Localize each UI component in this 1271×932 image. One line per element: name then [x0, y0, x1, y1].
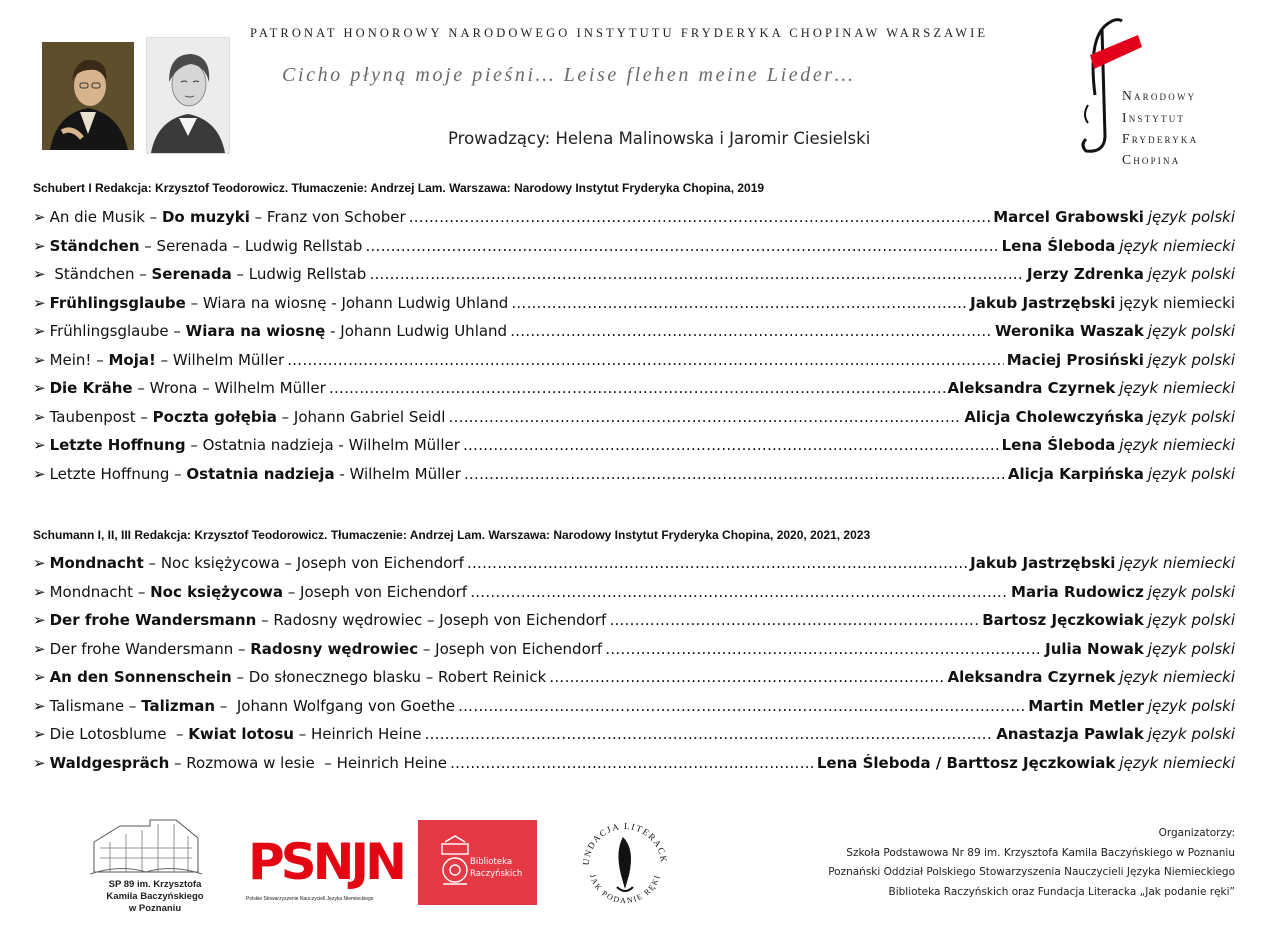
- dot-leader: [463, 436, 999, 454]
- arrow-bullet-icon: ➢: [33, 407, 46, 426]
- song-title: [50, 668, 547, 686]
- performer-name: Alicja Karpińska: [1007, 464, 1144, 483]
- song-row: [33, 465, 1235, 494]
- performance-language: język niemiecki: [1119, 379, 1235, 397]
- song-title-part: – Serenada – Ludwig Rellstab: [139, 236, 363, 255]
- arrow-bullet-icon: ➢: [33, 208, 46, 226]
- fundacja-arc-text-top: UNDACJA LITERACK: [580, 820, 670, 866]
- performer-name: Marcel Grabowski: [993, 208, 1144, 226]
- song-title-part: Taubenpost –: [49, 407, 153, 426]
- biblioteka-raczynskich-logo: [418, 820, 537, 905]
- arrow-bullet-icon: ➢: [33, 668, 46, 686]
- song-title-part: – Johann Gabriel Seidl: [276, 407, 446, 426]
- arrow-bullet-icon: ➢: [33, 236, 46, 255]
- song-row: [33, 408, 1235, 437]
- dot-leader: [448, 408, 961, 426]
- nifc-text-line-1: Narodowy: [1122, 88, 1197, 103]
- song-title: [50, 322, 508, 340]
- dot-leader: [464, 465, 1005, 483]
- performer-name: Weronika Waszak: [994, 322, 1144, 340]
- song-title: [50, 265, 367, 283]
- sp89-caption-line-2: Kamila Baczyńskiego: [106, 891, 204, 902]
- organizer-library-foundation: Biblioteka Raczyńskich oraz Fundacja Literacka „Jak podanie ręki”: [888, 885, 1235, 898]
- performance-language: język polski: [1147, 265, 1235, 283]
- performance-language: język polski: [1147, 350, 1235, 369]
- song-title-part: – Ludwig Rellstab: [231, 265, 367, 283]
- performance-language: język niemiecki: [1119, 236, 1235, 255]
- song-title: [50, 754, 447, 772]
- performer-name: Jakub Jastrzębski: [970, 293, 1116, 312]
- song-title-bold-part: Talizman: [141, 696, 216, 715]
- performance-language: język niemiecki: [1119, 668, 1235, 686]
- song-row: [33, 754, 1235, 783]
- song-title: [50, 611, 607, 629]
- dot-leader: [458, 697, 1025, 715]
- song-title-bold-part: Mondnacht: [49, 554, 144, 572]
- fundacja-literacka-logo: [575, 815, 675, 915]
- song-title-bold-part: Frühlingsglaube: [49, 293, 186, 312]
- song-row: [33, 322, 1235, 351]
- arrow-bullet-icon: ➢: [33, 554, 46, 572]
- performance-language: język polski: [1147, 208, 1235, 226]
- schubert-portrait: [42, 42, 134, 150]
- performance-language: język polski: [1147, 322, 1235, 340]
- performer-name: Jakub Jastrzębski: [970, 554, 1116, 572]
- song-row: [33, 668, 1235, 697]
- song-title-bold-part: Ständchen: [49, 236, 140, 255]
- fundacja-arc-text-bottom: JAK PODANIE RĘKI: [587, 873, 663, 906]
- song-title-part: An die Musik –: [49, 208, 162, 226]
- song-title-part: – Radosny wędrowiec – Joseph von Eichendorf: [256, 611, 607, 629]
- song-title-part: Mein! –: [49, 350, 109, 369]
- performance-language: język polski: [1147, 725, 1235, 743]
- song-row: [33, 697, 1235, 726]
- song-title-bold-part: Radosny wędrowiec: [250, 639, 419, 658]
- performance-language: język niemiecki: [1119, 436, 1235, 454]
- performer-name: Lena Śleboda / Barttosz Jęczkowiak: [816, 753, 1116, 772]
- patronat-heading: PATRONAT HONOROWY NARODOWEGO INSTYTUTU FRYDERYKA CHOPINAW WARSZAWIE: [250, 26, 989, 40]
- arrow-bullet-icon: ➢: [33, 322, 46, 340]
- performance-language: język polski: [1147, 611, 1235, 629]
- performer-name: Maria Rudowicz: [1011, 582, 1144, 601]
- song-title-part: Die Lotosblume –: [49, 725, 189, 743]
- quill-icon: [618, 837, 631, 889]
- song-title: [50, 208, 406, 226]
- song-title-part: – Joseph von Eichendorf: [283, 582, 468, 601]
- song-title: [50, 697, 455, 715]
- song-title: [50, 408, 446, 426]
- song-title-part: – Do słonecznego blasku – Robert Reinick: [231, 668, 547, 686]
- sp89-school-logo: [90, 812, 202, 876]
- organizer-school: Szkoła Podstawowa Nr 89 im. Krzysztofa Kamila Baczyńskiego w Poznaniu: [846, 846, 1235, 859]
- song-title-bold-part: Serenada: [151, 265, 232, 283]
- song-title: [50, 583, 468, 601]
- arrow-bullet-icon: ➢: [33, 753, 46, 772]
- performance-language: język niemiecki: [1119, 293, 1235, 312]
- hosts-line: Prowadzący: Helena Malinowska i Jaromir Ciesielski: [448, 129, 871, 148]
- song-title-bold-part: Kwiat lotosu: [188, 725, 294, 743]
- schumann-section-header: Schumann I, II, III Redakcja: Krzysztof Teodorowicz. Tłumaczenie: Andrzej Lam. Warszawa: Narodowy Instytut Fryderyka Chopina, 2020, 2021, 2023: [33, 528, 871, 542]
- performer-name: Bartosz Jęczkowiak: [982, 611, 1144, 629]
- dot-leader: [369, 265, 1024, 283]
- performer-name: Anastazja Pawlak: [996, 725, 1144, 743]
- song-row: [33, 554, 1235, 583]
- sp89-caption-line-1: SP 89 im. Krzysztofa: [108, 879, 202, 890]
- song-title-bold-part: Waldgespräch: [49, 753, 170, 772]
- song-title-part: Mondnacht –: [49, 582, 151, 601]
- song-title-part: Frühlingsglaube –: [49, 322, 186, 340]
- performer-name: Alicja Cholewczyńska: [964, 407, 1144, 426]
- arrow-bullet-icon: ➢: [33, 379, 46, 397]
- song-title: [50, 725, 422, 743]
- dot-leader: [605, 640, 1042, 658]
- performance-language: język polski: [1147, 464, 1235, 483]
- nifc-text-line-3: Fryderyka: [1122, 131, 1199, 146]
- performer-name: Martin Metler: [1028, 696, 1144, 715]
- arrow-bullet-icon: ➢: [33, 293, 46, 312]
- dot-leader: [609, 611, 979, 629]
- dot-leader: [287, 351, 1004, 369]
- dot-leader: [467, 554, 967, 572]
- performance-language: język polski: [1147, 407, 1235, 426]
- biblioteka-text-line-1: Biblioteka: [470, 857, 513, 867]
- performance-language: język polski: [1147, 696, 1235, 715]
- dot-leader: [510, 322, 992, 340]
- psnjn-logo: [246, 830, 403, 910]
- song-row: [33, 265, 1235, 294]
- song-title: [50, 554, 464, 572]
- performer-name: Aleksandra Czyrnek: [947, 379, 1116, 397]
- arrow-bullet-icon: ➢: [33, 725, 46, 743]
- nifc-logo: [1080, 15, 1230, 165]
- song-title-bold-part: Die Krähe: [49, 379, 133, 397]
- song-title-bold-part: Poczta gołębia: [152, 407, 277, 426]
- psnjn-logo-text: PSNJN: [248, 833, 403, 891]
- performer-name: Jerzy Zdrenka: [1027, 265, 1144, 283]
- song-title-part: Letzte Hoffnung –: [49, 464, 187, 483]
- performer-name: Lena Śleboda: [1001, 436, 1116, 454]
- song-title-part: – Wrona – Wilhelm Müller: [132, 379, 326, 397]
- schumann-portrait: [146, 37, 230, 154]
- song-title-bold-part: Der frohe Wandersmann: [49, 611, 257, 629]
- nifc-text-line-4: Chopina: [1122, 152, 1181, 167]
- organizers-label: Organizatorzy:: [1158, 827, 1235, 839]
- song-title: [50, 640, 603, 658]
- song-row: [33, 725, 1235, 754]
- song-title-part: – Heinrich Heine: [293, 725, 422, 743]
- song-title: [50, 351, 285, 369]
- song-title-part: – Franz von Schober: [249, 208, 406, 226]
- performance-language: język niemiecki: [1119, 753, 1235, 772]
- dot-leader: [329, 379, 945, 397]
- song-title-bold-part: An den Sonnenschein: [49, 668, 232, 686]
- song-title-bold-part: Moja!: [108, 350, 156, 369]
- arrow-bullet-icon: ➢: [33, 436, 46, 454]
- song-title: [50, 237, 363, 255]
- dot-leader: [549, 668, 944, 686]
- song-title-part: – Johann Wolfgang von Goethe: [215, 696, 456, 715]
- sp89-caption-line-3: w Poznaniu: [128, 903, 182, 914]
- organizer-psnjn: Poznański Oddział Polskiego Stowarzyszenia Nauczycieli Języka Niemieckiego: [828, 866, 1235, 878]
- song-title: [50, 379, 326, 397]
- dot-leader: [424, 725, 993, 743]
- song-title-bold-part: Do muzyki: [161, 208, 250, 226]
- song-row: [33, 237, 1235, 266]
- psnjn-caption: Polskie Stowarzyszenie Nauczycieli Języka Niemieckiego: [246, 896, 374, 902]
- song-row: [33, 583, 1235, 612]
- arrow-bullet-icon: ➢: [33, 350, 46, 369]
- dot-leader: [511, 294, 967, 312]
- song-title-bold-part: Ostatnia nadzieja: [186, 464, 335, 483]
- song-row: [33, 208, 1235, 237]
- song-title-part: – Noc księżycowa – Joseph von Eichendorf: [143, 554, 464, 572]
- song-title: [50, 465, 461, 483]
- performance-language: język polski: [1147, 639, 1235, 658]
- song-title-bold-part: Letzte Hoffnung: [49, 436, 186, 454]
- song-title-part: Ständchen –: [49, 265, 152, 283]
- song-title-bold-part: Noc księżycowa: [150, 582, 283, 601]
- song-row: [33, 379, 1235, 408]
- schubert-section-header: Schubert I Redakcja: Krzysztof Teodorowicz. Tłumaczenie: Andrzej Lam. Warszawa: Narodowy Instytut Fryderyka Chopina, 2019: [33, 181, 765, 195]
- song-title-part: Der frohe Wandersmann –: [49, 639, 251, 658]
- song-title-part: – Wiara na wiosnę - Johann Ludwig Uhland: [185, 293, 509, 312]
- sp89-caption: [70, 879, 240, 915]
- arrow-bullet-icon: ➢: [33, 639, 46, 658]
- organizers-block: [828, 824, 1235, 902]
- performer-name: Maciej Prosiński: [1006, 350, 1144, 369]
- dot-leader: [450, 754, 814, 772]
- song-title: [50, 436, 460, 454]
- performance-language: język polski: [1147, 582, 1235, 601]
- dot-leader: [470, 583, 1008, 601]
- song-title-part: – Wilhelm Müller: [155, 350, 285, 369]
- arrow-bullet-icon: ➢: [33, 265, 46, 283]
- song-row: [33, 640, 1235, 669]
- song-row: [33, 294, 1235, 323]
- nifc-text-line-2: Instytut: [1122, 110, 1186, 125]
- schubert-song-list: [33, 208, 1235, 493]
- song-title: [50, 294, 509, 312]
- dot-leader: [365, 237, 998, 255]
- arrow-bullet-icon: ➢: [33, 464, 46, 483]
- song-row: [33, 436, 1235, 465]
- song-row: [33, 351, 1235, 380]
- arrow-bullet-icon: ➢: [33, 696, 46, 715]
- song-title-part: - Wilhelm Müller: [334, 464, 461, 483]
- performance-language: język niemiecki: [1119, 554, 1235, 572]
- schumann-song-list: [33, 554, 1235, 782]
- song-title-part: Talismane –: [49, 696, 142, 715]
- arrow-bullet-icon: ➢: [33, 611, 46, 629]
- song-title-part: - Johann Ludwig Uhland: [325, 322, 508, 340]
- song-row: [33, 611, 1235, 640]
- concert-motto: Cicho płyną moje pieśni… Leise flehen meine Lieder…: [282, 64, 856, 86]
- arrow-bullet-icon: ➢: [33, 582, 46, 601]
- performer-name: Aleksandra Czyrnek: [947, 668, 1116, 686]
- biblioteka-text-line-2: Raczyńskich: [470, 869, 523, 879]
- performer-name: Lena Śleboda: [1001, 236, 1116, 255]
- song-title-part: – Rozmowa w lesie – Heinrich Heine: [169, 753, 448, 772]
- song-title-bold-part: Wiara na wiosnę: [185, 322, 326, 340]
- song-title-part: – Ostatnia nadzieja - Wilhelm Müller: [185, 436, 460, 454]
- dot-leader: [409, 208, 991, 226]
- performer-name: Julia Nowak: [1045, 639, 1144, 658]
- song-title-part: – Joseph von Eichendorf: [418, 639, 603, 658]
